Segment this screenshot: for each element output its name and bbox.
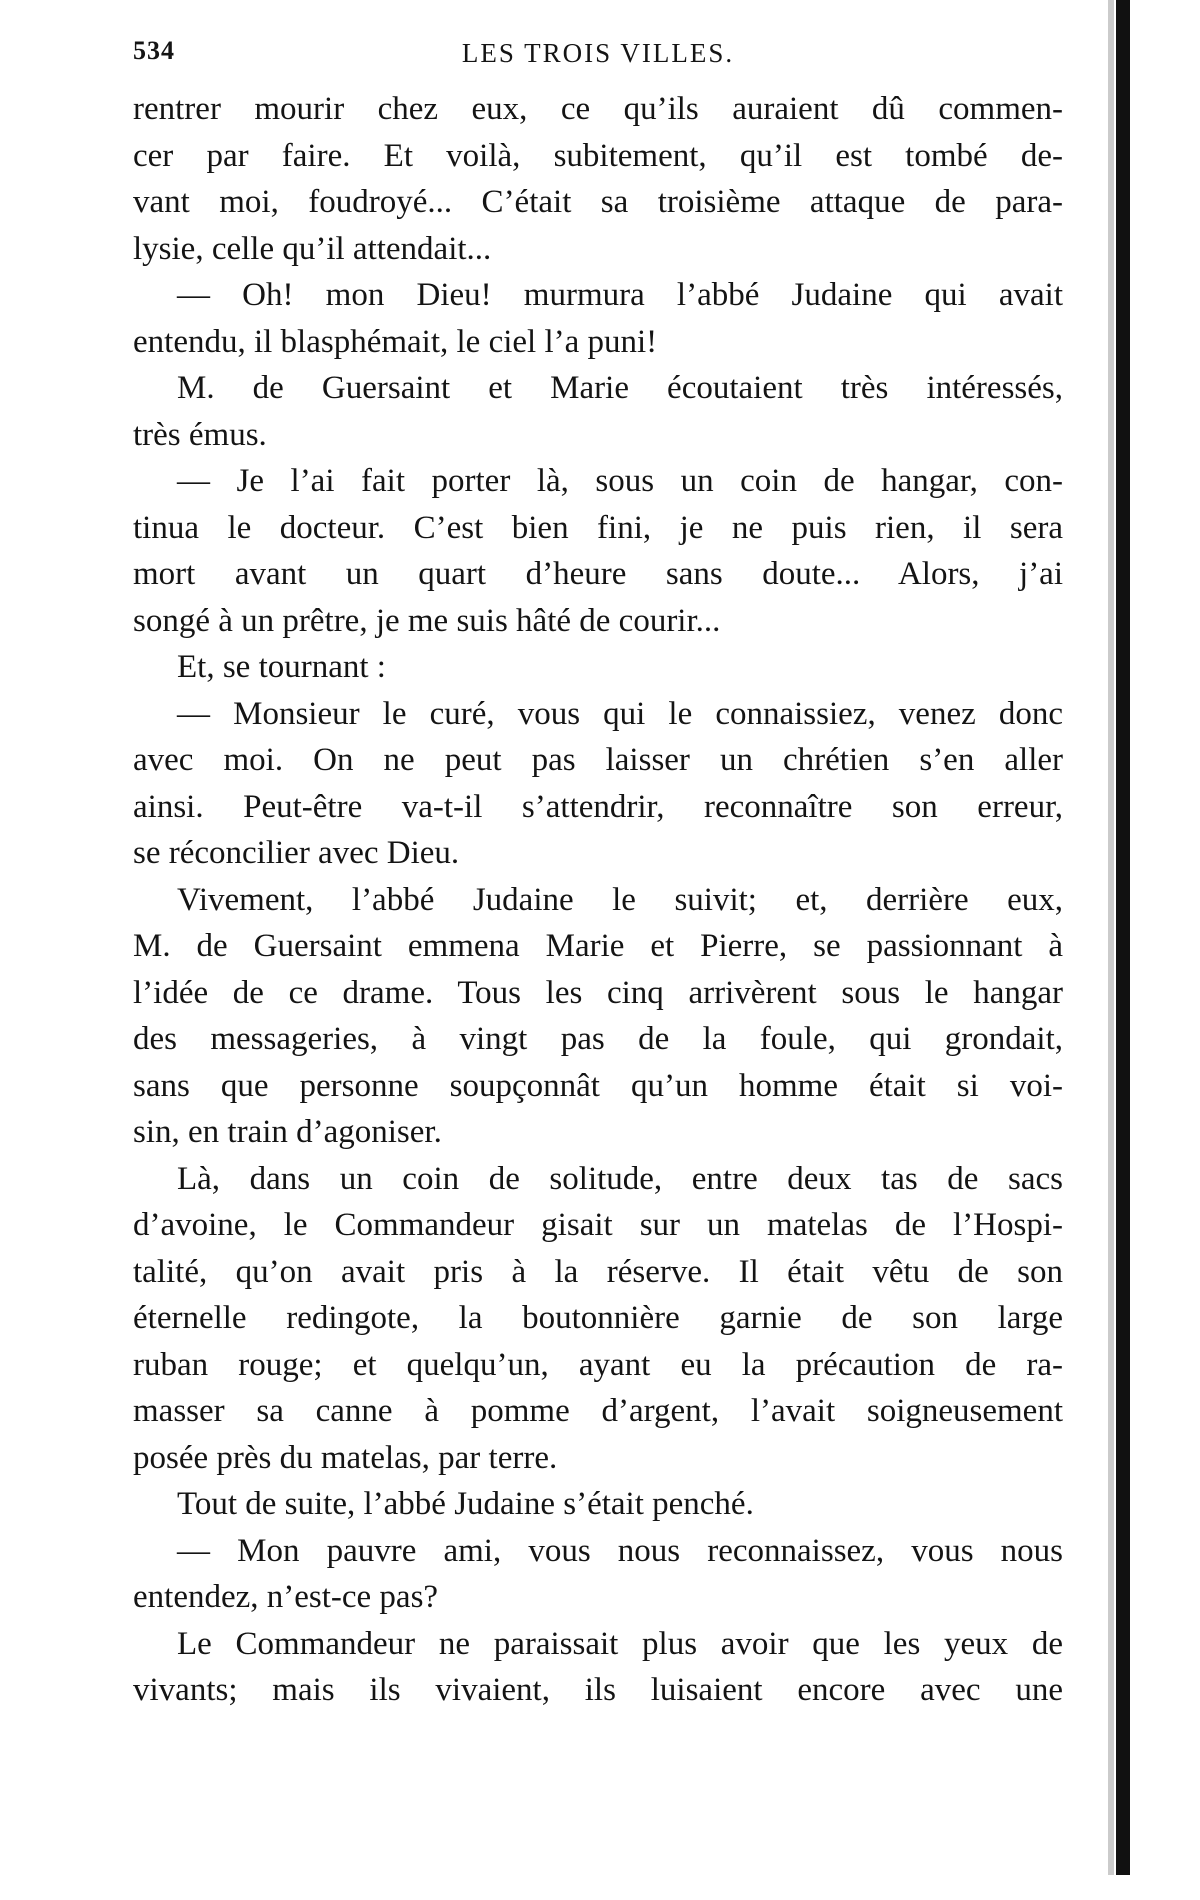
- text-line: rentrer mourir chez eux, ce qu’ils auraient dû commen-: [133, 91, 1063, 127]
- text-line: tinua le docteur. C’est bien fini, je ne puis rien, il sera: [133, 509, 1063, 546]
- text-line: Tout de suite, l’abbé Judaine s’était penché.: [177, 1486, 754, 1522]
- text-line: des messageries, à vingt pas de la foule, qui grondait,: [133, 1021, 1063, 1057]
- text-line: se réconcilier avec Dieu.: [133, 835, 460, 871]
- page-edge-shadow: [1108, 0, 1114, 1875]
- text-line: masser sa canne à pomme d’argent, l’avait soigneusement: [133, 1393, 1063, 1429]
- text-line: avec moi. On ne peut pas laisser un chrétien s’en aller: [133, 742, 1063, 778]
- text-line: sin, en train d’agoniser.: [133, 1114, 442, 1150]
- text-line: talité, qu’on avait pris à la réserve. Il était vêtu de son: [133, 1253, 1063, 1290]
- text-line: sans que personne soupçonnât qu’un homme était si voi-: [133, 1067, 1063, 1104]
- text-line: d’avoine, le Commandeur gisait sur un matelas de l’Hospi-: [133, 1207, 1063, 1243]
- text-line: Là, dans un coin de solitude, entre deux tas de sacs: [177, 1160, 1063, 1197]
- text-line: M. de Guersaint et Marie écoutaient très intéressés,: [177, 370, 1063, 406]
- text-line: entendu, il blasphémait, le ciel l’a puni!: [133, 323, 658, 360]
- page-edge-bar: [1116, 0, 1130, 1875]
- page-number: 534: [133, 36, 175, 65]
- text-line: vivants; mais ils vivaient, ils luisaient encore avec une: [133, 1672, 1063, 1708]
- text-line: l’idée de ce drame. Tous les cinq arrivèrent sous le hangar: [133, 974, 1063, 1011]
- text-line: entendez, n’est-ce pas?: [133, 1579, 439, 1615]
- text-line: mort avant un quart d’heure sans doute... Alors, j’ai: [133, 556, 1063, 592]
- text-line: très émus.: [133, 416, 267, 453]
- text-line: Et, se tournant :: [177, 649, 386, 685]
- text-line: — Monsieur le curé, vous qui le connaissiez, venez donc: [177, 695, 1063, 732]
- text-line: — Je l’ai fait porter là, sous un coin de hangar, con-: [177, 463, 1063, 499]
- text-line: posée près du matelas, par terre.: [133, 1439, 558, 1476]
- page-header: [133, 36, 1063, 76]
- text-line: ruban rouge; et quelqu’un, ayant eu la précaution de ra-: [133, 1346, 1063, 1383]
- text-line: vant moi, foudroyé... C’était sa troisième attaque de para-: [133, 184, 1063, 220]
- text-line: M. de Guersaint emmena Marie et Pierre, se passionnant à: [133, 928, 1063, 964]
- text-line: songé à un prêtre, je me suis hâté de courir...: [133, 602, 721, 639]
- running-title: LES TROIS VILLES.: [461, 38, 735, 68]
- text-line: — Mon pauvre ami, vous nous reconnaissez, vous nous: [177, 1532, 1063, 1569]
- text-line: Vivement, l’abbé Judaine le suivit; et, derrière eux,: [177, 881, 1063, 918]
- text-line: lysie, celle qu’il attendait...: [133, 230, 492, 267]
- body-text: [133, 86, 1063, 1714]
- text-line: ainsi. Peut-être va-t-il s’attendrir, reconnaître son erreur,: [133, 788, 1063, 825]
- text-line: éternelle redingote, la boutonnière garnie de son large: [133, 1300, 1063, 1336]
- text-line: Le Commandeur ne paraissait plus avoir que les yeux de: [177, 1625, 1063, 1662]
- text-line: cer par faire. Et voilà, subitement, qu’il est tombé de-: [133, 137, 1063, 174]
- text-line: — Oh! mon Dieu! murmura l’abbé Judaine qui avait: [177, 277, 1063, 313]
